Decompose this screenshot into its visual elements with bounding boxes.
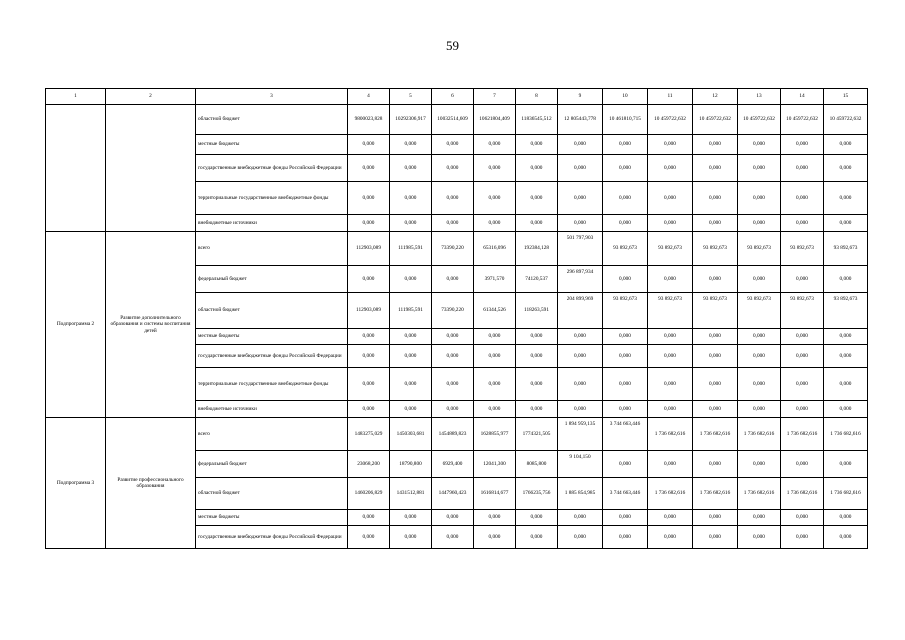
value-cell: 0,000 xyxy=(603,182,648,215)
value-cell: 1 885 854,985 xyxy=(558,478,603,510)
value-cell: 0,000 xyxy=(738,401,781,418)
value-cell: 0,000 xyxy=(348,135,390,155)
funding-source: государственные внебюджетные фонды Российской Федерации xyxy=(196,155,348,182)
value-cell: 0,000 xyxy=(781,329,824,345)
value-cell: 0,000 xyxy=(738,329,781,345)
value-cell: 0,000 xyxy=(693,266,738,293)
value-cell: 3971,570 xyxy=(474,266,516,293)
value-cell: 0,000 xyxy=(648,510,693,526)
value-cell: 73390,220 xyxy=(432,232,474,266)
value-cell: 0,000 xyxy=(516,329,558,345)
value-cell: 0,000 xyxy=(558,329,603,345)
value-cell: 0,000 xyxy=(516,401,558,418)
col-header: 10 xyxy=(603,89,648,105)
value-cell: 0,000 xyxy=(348,155,390,182)
value-cell: 0,000 xyxy=(516,368,558,401)
value-cell: 0,000 xyxy=(648,368,693,401)
value-cell: 0,000 xyxy=(390,329,432,345)
header-row xyxy=(46,89,868,105)
value-cell: 204 899,969 xyxy=(558,293,603,329)
value-cell: 0,000 xyxy=(603,526,648,549)
funding-source: государственные внебюджетные фонды Российской Федерации xyxy=(196,345,348,368)
value-cell: 0,000 xyxy=(516,345,558,368)
value-cell: 0,000 xyxy=(781,526,824,549)
value-cell: 0,000 xyxy=(648,329,693,345)
value-cell: 0,000 xyxy=(558,182,603,215)
value-cell: 0,000 xyxy=(824,368,868,401)
value-cell: 1447960,423 xyxy=(432,478,474,510)
value-cell: 0,000 xyxy=(390,182,432,215)
value-cell: 1 736 682,616 xyxy=(781,478,824,510)
value-cell: 1431512,881 xyxy=(390,478,432,510)
value-cell: 0,000 xyxy=(693,182,738,215)
value-cell: 1774321,505 xyxy=(516,418,558,451)
value-cell: 0,000 xyxy=(474,135,516,155)
value-cell: 0,000 xyxy=(693,155,738,182)
budget-table xyxy=(45,88,868,549)
value-cell: 1 736 682,616 xyxy=(693,478,738,510)
value-cell: 111985,591 xyxy=(390,293,432,329)
value-cell: 0,000 xyxy=(738,368,781,401)
value-cell: 0,000 xyxy=(824,451,868,478)
value-cell: 0,000 xyxy=(558,345,603,368)
value-cell: 0,000 xyxy=(432,526,474,549)
value-cell: 10 459722,632 xyxy=(824,105,868,135)
col-header: 15 xyxy=(824,89,868,105)
value-cell: 0,000 xyxy=(693,401,738,418)
value-cell: 93 892,673 xyxy=(603,232,648,266)
value-cell: 74120,537 xyxy=(516,266,558,293)
value-cell: 0,000 xyxy=(824,182,868,215)
col-header: 13 xyxy=(738,89,781,105)
value-cell: 0,000 xyxy=(603,368,648,401)
value-cell: 0,000 xyxy=(693,510,738,526)
value-cell: 1 894 959,135 xyxy=(558,418,603,451)
funding-source: областной бюджет xyxy=(196,293,348,329)
funding-source: федеральный бюджет xyxy=(196,266,348,293)
value-cell: 0,000 xyxy=(693,451,738,478)
value-cell: 0,000 xyxy=(432,182,474,215)
value-cell: 12041,300 xyxy=(474,451,516,478)
value-cell: 0,000 xyxy=(516,182,558,215)
value-cell: 93 892,673 xyxy=(738,293,781,329)
value-cell: 0,000 xyxy=(693,215,738,232)
col-header: 2 xyxy=(106,89,196,105)
value-cell: 0,000 xyxy=(558,368,603,401)
value-cell: 10 459722,632 xyxy=(738,105,781,135)
value-cell: 0,000 xyxy=(390,155,432,182)
value-cell: 0,000 xyxy=(738,135,781,155)
value-cell: 0,000 xyxy=(474,510,516,526)
value-cell: 0,000 xyxy=(474,215,516,232)
value-cell: 0,000 xyxy=(824,510,868,526)
value-cell: 93 892,673 xyxy=(693,232,738,266)
value-cell: 0,000 xyxy=(390,215,432,232)
value-cell: 93 892,673 xyxy=(693,293,738,329)
subprogram-name: Развитие профессионального образования xyxy=(106,418,196,549)
value-cell: 1 736 682,616 xyxy=(781,418,824,451)
value-cell: 0,000 xyxy=(432,215,474,232)
col-header: 14 xyxy=(781,89,824,105)
value-cell: 0,000 xyxy=(474,368,516,401)
value-cell: 1 736 682,616 xyxy=(738,418,781,451)
value-cell: 0,000 xyxy=(390,526,432,549)
col-header: 7 xyxy=(474,89,516,105)
subprogram-label xyxy=(46,105,106,232)
value-cell: 1766235,756 xyxy=(516,478,558,510)
value-cell: 0,000 xyxy=(390,368,432,401)
value-cell: 0,000 xyxy=(781,368,824,401)
value-cell: 93 892,673 xyxy=(781,232,824,266)
value-cell: 0,000 xyxy=(648,526,693,549)
value-cell: 0,000 xyxy=(824,135,868,155)
value-cell: 0,000 xyxy=(390,266,432,293)
value-cell: 0,000 xyxy=(738,155,781,182)
value-cell: 0,000 xyxy=(648,135,693,155)
subprogram-name: Развитие дополнительного образования и системы воспитания детей xyxy=(106,232,196,418)
value-cell: 0,000 xyxy=(432,368,474,401)
col-header: 5 xyxy=(390,89,432,105)
value-cell: 0,000 xyxy=(603,345,648,368)
col-header: 4 xyxy=(348,89,390,105)
value-cell: 0,000 xyxy=(738,526,781,549)
value-cell: 0,000 xyxy=(516,510,558,526)
value-cell: 0,000 xyxy=(558,526,603,549)
col-header: 11 xyxy=(648,89,693,105)
value-cell: 0,000 xyxy=(558,135,603,155)
value-cell: 0,000 xyxy=(648,401,693,418)
value-cell: 192384,128 xyxy=(516,232,558,266)
value-cell: 0,000 xyxy=(603,215,648,232)
value-cell: 0,000 xyxy=(474,155,516,182)
value-cell: 10032514,609 xyxy=(432,105,474,135)
value-cell: 23068,200 xyxy=(348,451,390,478)
col-header: 6 xyxy=(432,89,474,105)
value-cell: 73390,220 xyxy=(432,293,474,329)
value-cell: 93 892,673 xyxy=(781,293,824,329)
value-cell: 1 736 682,616 xyxy=(648,478,693,510)
value-cell: 0,000 xyxy=(824,526,868,549)
value-cell: 1 736 682,616 xyxy=(648,418,693,451)
value-cell: 0,000 xyxy=(516,215,558,232)
funding-source: внебюджетные источники xyxy=(196,401,348,418)
value-cell: 0,000 xyxy=(603,401,648,418)
subprogram-label: Подпрограмма 3 xyxy=(46,418,106,549)
value-cell: 0,000 xyxy=(432,135,474,155)
subprogram-label: Подпрограмма 2 xyxy=(46,232,106,418)
value-cell: 0,000 xyxy=(693,368,738,401)
value-cell: 0,000 xyxy=(474,329,516,345)
value-cell: 12 805443,778 xyxy=(558,105,603,135)
funding-source: территориальные государственные внебюджетные фонды xyxy=(196,182,348,215)
value-cell: 1616814,677 xyxy=(474,478,516,510)
value-cell: 0,000 xyxy=(738,215,781,232)
value-cell: 0,000 xyxy=(781,155,824,182)
value-cell: 0,000 xyxy=(693,345,738,368)
value-cell: 9 104,150 xyxy=(558,451,603,478)
value-cell: 0,000 xyxy=(603,266,648,293)
value-cell: 93 892,673 xyxy=(824,232,868,266)
value-cell: 0,000 xyxy=(781,345,824,368)
funding-source: внебюджетные источники xyxy=(196,215,348,232)
value-cell: 0,000 xyxy=(348,329,390,345)
value-cell: 0,000 xyxy=(781,266,824,293)
value-cell: 1 736 682,616 xyxy=(824,418,868,451)
value-cell: 0,000 xyxy=(432,329,474,345)
value-cell: 0,000 xyxy=(558,401,603,418)
value-cell: 1450303,681 xyxy=(390,418,432,451)
value-cell: 0,000 xyxy=(474,182,516,215)
value-cell: 0,000 xyxy=(693,526,738,549)
value-cell: 0,000 xyxy=(648,345,693,368)
value-cell: 118263,591 xyxy=(516,293,558,329)
value-cell: 0,000 xyxy=(824,329,868,345)
value-cell: 10 459722,632 xyxy=(781,105,824,135)
value-cell: 0,000 xyxy=(738,451,781,478)
value-cell: 1 736 682,616 xyxy=(693,418,738,451)
value-cell: 1628855,977 xyxy=(474,418,516,451)
value-cell: 0,000 xyxy=(348,266,390,293)
value-cell: 0,000 xyxy=(432,401,474,418)
value-cell: 9800023,828 xyxy=(348,105,390,135)
value-cell: 0,000 xyxy=(348,182,390,215)
value-cell: 0,000 xyxy=(348,526,390,549)
value-cell: 0,000 xyxy=(474,401,516,418)
value-cell: 0,000 xyxy=(693,135,738,155)
col-header: 9 xyxy=(558,89,603,105)
value-cell: 6929,400 xyxy=(432,451,474,478)
table-row xyxy=(46,232,868,266)
funding-source: местные бюджеты xyxy=(196,510,348,526)
funding-source: федеральный бюджет xyxy=(196,451,348,478)
value-cell: 0,000 xyxy=(432,266,474,293)
col-header: 3 xyxy=(196,89,348,105)
value-cell: 296 897,934 xyxy=(558,266,603,293)
funding-source: всего xyxy=(196,232,348,266)
value-cell: 0,000 xyxy=(603,510,648,526)
value-cell: 0,000 xyxy=(390,345,432,368)
value-cell: 0,000 xyxy=(390,401,432,418)
funding-source: территориальные государственные внебюджетные фонды xyxy=(196,368,348,401)
value-cell: 0,000 xyxy=(603,135,648,155)
value-cell: 0,000 xyxy=(738,345,781,368)
value-cell: 0,000 xyxy=(348,510,390,526)
value-cell: 0,000 xyxy=(348,215,390,232)
value-cell: 3 744 663,446 xyxy=(603,418,648,451)
value-cell: 0,000 xyxy=(390,135,432,155)
value-cell: 111985,591 xyxy=(390,232,432,266)
value-cell: 10292306,917 xyxy=(390,105,432,135)
value-cell: 0,000 xyxy=(348,345,390,368)
value-cell: 0,000 xyxy=(558,510,603,526)
table-row xyxy=(46,105,868,135)
page-number: 59 xyxy=(446,38,459,53)
value-cell: 0,000 xyxy=(474,526,516,549)
value-cell: 0,000 xyxy=(648,451,693,478)
value-cell: 18790,800 xyxy=(390,451,432,478)
value-cell: 0,000 xyxy=(781,510,824,526)
value-cell: 0,000 xyxy=(648,215,693,232)
value-cell: 0,000 xyxy=(390,510,432,526)
value-cell: 0,000 xyxy=(738,182,781,215)
value-cell: 1 736 682,616 xyxy=(738,478,781,510)
value-cell: 65316,096 xyxy=(474,232,516,266)
value-cell: 0,000 xyxy=(738,510,781,526)
value-cell: 0,000 xyxy=(781,451,824,478)
value-cell: 0,000 xyxy=(648,155,693,182)
value-cell: 1 736 682,616 xyxy=(824,478,868,510)
value-cell: 0,000 xyxy=(824,345,868,368)
value-cell: 8085,800 xyxy=(516,451,558,478)
value-cell: 1460206,829 xyxy=(348,478,390,510)
value-cell: 0,000 xyxy=(603,451,648,478)
value-cell: 0,000 xyxy=(432,510,474,526)
value-cell: 61344,526 xyxy=(474,293,516,329)
funding-source: всего xyxy=(196,418,348,451)
value-cell: 11836545,512 xyxy=(516,105,558,135)
value-cell: 112903,089 xyxy=(348,293,390,329)
table-row xyxy=(46,418,868,451)
value-cell: 0,000 xyxy=(603,329,648,345)
value-cell: 10 459722,632 xyxy=(693,105,738,135)
value-cell: 0,000 xyxy=(824,266,868,293)
value-cell: 0,000 xyxy=(824,155,868,182)
col-header: 12 xyxy=(693,89,738,105)
value-cell: 3 744 663,446 xyxy=(603,478,648,510)
value-cell: 0,000 xyxy=(432,155,474,182)
value-cell: 0,000 xyxy=(824,401,868,418)
value-cell: 93 892,673 xyxy=(738,232,781,266)
value-cell: 0,000 xyxy=(558,155,603,182)
funding-source: местные бюджеты xyxy=(196,135,348,155)
value-cell: 0,000 xyxy=(738,266,781,293)
value-cell: 0,000 xyxy=(474,345,516,368)
value-cell: 1483275,029 xyxy=(348,418,390,451)
value-cell: 10 461810,715 xyxy=(603,105,648,135)
value-cell: 0,000 xyxy=(781,401,824,418)
value-cell: 0,000 xyxy=(432,345,474,368)
value-cell: 0,000 xyxy=(516,526,558,549)
funding-source: областной бюджет xyxy=(196,478,348,510)
funding-source: государственные внебюджетные фонды Российской Федерации xyxy=(196,526,348,549)
value-cell: 0,000 xyxy=(648,182,693,215)
value-cell: 93 892,673 xyxy=(648,293,693,329)
value-cell: 10621804,409 xyxy=(474,105,516,135)
value-cell: 112903,089 xyxy=(348,232,390,266)
value-cell: 0,000 xyxy=(648,266,693,293)
value-cell: 0,000 xyxy=(693,329,738,345)
value-cell: 93 892,673 xyxy=(824,293,868,329)
funding-source: местные бюджеты xyxy=(196,329,348,345)
value-cell: 10 459722,632 xyxy=(648,105,693,135)
value-cell: 0,000 xyxy=(558,215,603,232)
value-cell: 501 797,903 xyxy=(558,232,603,266)
col-header: 8 xyxy=(516,89,558,105)
value-cell: 0,000 xyxy=(348,368,390,401)
value-cell: 93 892,673 xyxy=(603,293,648,329)
value-cell: 93 892,673 xyxy=(648,232,693,266)
value-cell: 0,000 xyxy=(781,135,824,155)
funding-source: областной бюджет xyxy=(196,105,348,135)
value-cell: 0,000 xyxy=(348,401,390,418)
col-header: 1 xyxy=(46,89,106,105)
value-cell: 0,000 xyxy=(781,215,824,232)
subprogram-name xyxy=(106,105,196,232)
value-cell: 0,000 xyxy=(603,155,648,182)
value-cell: 0,000 xyxy=(781,182,824,215)
value-cell: 0,000 xyxy=(516,155,558,182)
value-cell: 0,000 xyxy=(824,215,868,232)
value-cell: 1454889,823 xyxy=(432,418,474,451)
value-cell: 0,000 xyxy=(516,135,558,155)
